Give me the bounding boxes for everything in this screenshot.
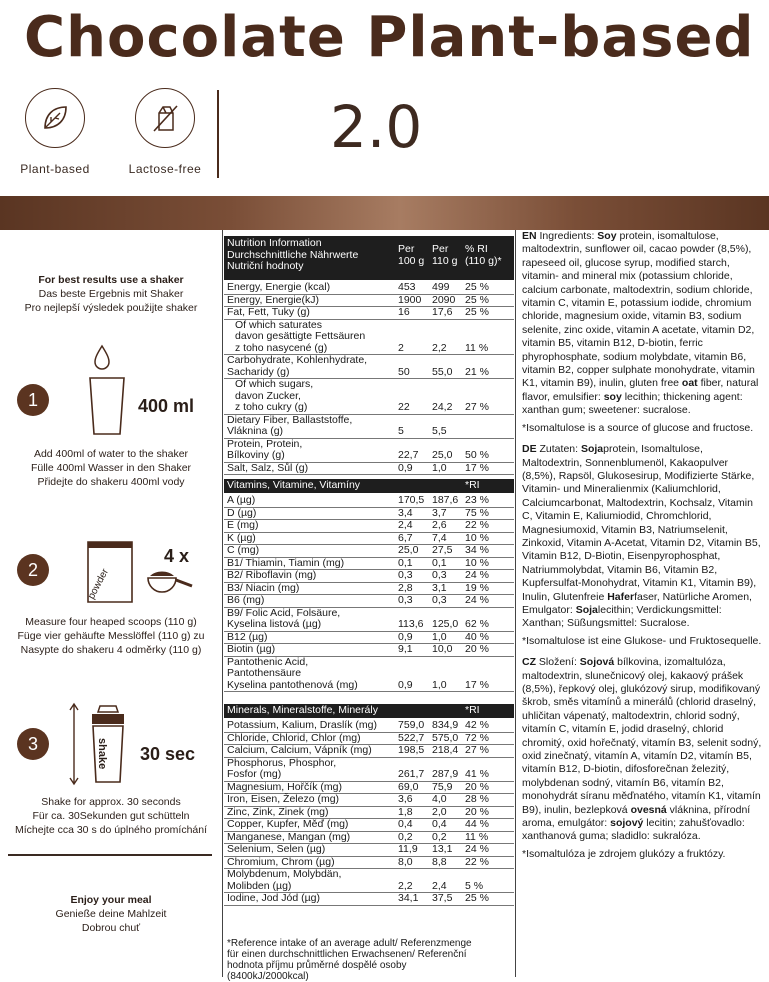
nutrition-row xyxy=(224,832,514,844)
ingredient-text: lecithin; thickening agent: xanthan gum; sweetener: sucralose. xyxy=(522,390,743,417)
value-per-110g: 7,4 xyxy=(432,531,447,544)
reference-intake: 27 % xyxy=(465,744,489,756)
value-per-100g: 16 xyxy=(398,306,410,318)
value-per-100g: 453 xyxy=(398,281,416,293)
step-1-number: 1 xyxy=(17,384,49,416)
reference-intake: 23 % xyxy=(465,494,489,506)
value-per-110g: 13,1 xyxy=(432,843,453,855)
value-per-100g: 522,7 xyxy=(398,731,425,744)
nutrition-row xyxy=(224,295,514,307)
nutrient-name: Potassium, Kalium, Draslík (mg) xyxy=(227,719,377,731)
footnote-line: (8400kJ/2000kcal) xyxy=(227,971,309,982)
ingredients-panel xyxy=(522,230,762,865)
reference-intake: 10 % xyxy=(465,556,489,569)
header-label-en: Nutrition Information xyxy=(227,237,322,249)
reference-intake: 11 % xyxy=(465,341,489,354)
ingredient-text: lecitin; zahušťovadlo: xanthanová guma; sladidlo: sukralóza. xyxy=(522,817,745,843)
reference-intake: 20 % xyxy=(465,643,489,655)
nutrition-row xyxy=(224,782,514,794)
reference-intake: 42 % xyxy=(465,719,489,731)
value-per-110g: 0,2 xyxy=(432,830,447,843)
nutrition-row xyxy=(224,545,514,557)
value-per-100g: 0,3 xyxy=(398,569,413,581)
allergen-text: Sojová xyxy=(579,656,615,669)
row-divider xyxy=(224,905,514,906)
value-per-110g: 2,4 xyxy=(432,879,447,892)
header-110g: 110 g xyxy=(432,254,458,267)
reference-intake: 17 % xyxy=(465,678,489,691)
ingredient-text: Složení: xyxy=(536,656,580,669)
value-per-110g: 10,0 xyxy=(432,643,453,655)
reference-intake: 75 % xyxy=(465,506,489,519)
reference-intake: 17 % xyxy=(465,461,489,474)
nutrition-row xyxy=(224,657,514,692)
value-per-110g: 37,5 xyxy=(432,892,453,904)
reference-intake: 25 % xyxy=(465,892,489,904)
reference-intake: 41 % xyxy=(465,768,489,780)
ingredients-cz xyxy=(522,656,762,844)
milk-carton-crossed-icon xyxy=(135,88,195,148)
value-per-100g: 22 xyxy=(398,401,410,413)
shaker-tip-de: Das beste Ergebnis mit Shaker xyxy=(38,288,184,300)
step-2-de: Füge vier gehäufte Messlöffel (110 g) zu xyxy=(17,630,205,642)
ingredient-text: protein, Isomaltulose, Maltodextrin, Sonnenblumenöl, Kakaopulver (8,5%), Rapsöl, Glukosesirup, Modifizierte Stärke, Vitamin- und Mineralienmix (Kaliumchlorid, Calciumcarbonat, Maltodextrin, Kochsalz, Vitamin C, Vitamin E, Kaliumiodid, Chromchlorid, Magnesiumoxid, Vitamin B3, Natriumselenit, Zinkoxid, Vitamin A-Acetat, Vitamin D2, Vitamin B5, Vitamin B12, D-Biotin, Eisenpyrophosphat, Natriummolybdat, Vitamin B6, Vitamin B2, Kupfersulfat-Monohydrat, Vitamin K1, Vitamin B9), Inulin, Glutenfreie xyxy=(522,443,761,603)
value-per-110g: 0,4 xyxy=(432,818,447,830)
product-title: Chocolate Plant-based xyxy=(24,5,755,70)
value-per-110g: 0,1 xyxy=(432,556,447,569)
reference-intake: 25 % xyxy=(465,293,489,306)
nutrition-row xyxy=(224,508,514,520)
value-per-110g: 187,6 xyxy=(432,494,459,506)
nutrition-row xyxy=(224,857,514,869)
nutrient-name: Zinc, Zink, Zinek (mg) xyxy=(227,805,329,818)
reference-intake: 25 % xyxy=(465,306,489,318)
ingredient-text: vláknina, přírodní aroma, emulgátor: xyxy=(522,803,751,830)
nutrition-row xyxy=(224,819,514,831)
value-per-110g: 125,0 xyxy=(432,618,459,630)
value-per-110g: 8,8 xyxy=(432,855,447,868)
value-per-100g: 69,0 xyxy=(398,780,419,793)
value-per-100g: 3,4 xyxy=(398,506,413,519)
nutrient-name: A (µg) xyxy=(227,494,256,506)
reference-intake: 10 % xyxy=(465,531,489,544)
ingredients-de xyxy=(522,443,762,631)
nutrition-row xyxy=(224,520,514,532)
value-per-110g: 4,0 xyxy=(432,793,447,805)
value-per-110g: 17,6 xyxy=(432,306,453,318)
allergen-text: Hafer xyxy=(607,590,635,603)
nutrition-row xyxy=(224,463,514,475)
value-per-110g: 2,2 xyxy=(432,341,447,354)
nutrient-name: Fat, Fett, Tuky (g) xyxy=(227,306,310,318)
minerals-header xyxy=(224,704,514,718)
allergen-text: sojový xyxy=(610,817,644,830)
scoop-icon xyxy=(144,566,194,596)
reference-intake: 22 % xyxy=(465,519,489,531)
allergen-text: EN xyxy=(522,230,537,242)
header-label-de: Durchschnittliche Nährwerte xyxy=(227,248,359,261)
ingredient-text: protein, isomaltulose, maltodextrin, sunflower oil, cacao powder (8,5%), rapeseed oil, glucose syrup, modified starch, vitamin- and mineral mix (potassium chloride, calcium carbonate, maltodextrin, sodium chloride, vitamin C, vitamin E, potassium iodide, chromium chloride, magnesium oxide, vitamin B3, sodium selenite, zinc oxide, vitamin A acetate, vitamin D2, vitamin B5, vitamin B12, D-biotin, ferric phyrophosphate, sodium molybdate, vitamin B6, vitamin B2, copper sulphate monohydrate, vitamin K1, vitamin B9), inulin, gluten free xyxy=(522,230,755,390)
value-per-100g: 50 xyxy=(398,365,410,378)
nutrient-name: Iron, Eisen, Železo (mg) xyxy=(227,793,340,805)
value-per-100g: 2,8 xyxy=(398,581,413,594)
header-label-cz: Nutriční hodnoty xyxy=(227,260,304,272)
nutrition-row xyxy=(224,893,514,905)
column-divider-right xyxy=(515,230,516,977)
value-per-110g: 834,9 xyxy=(432,719,459,731)
reference-intake: 44 % xyxy=(465,818,489,830)
value-per-110g: 2,0 xyxy=(432,805,447,818)
nutrition-row xyxy=(224,745,514,757)
ingredient-text: Ingredients: xyxy=(536,230,598,242)
value-per-100g: 0,2 xyxy=(398,830,413,843)
ingredients-cz-note: *Isomaltulóza je zdrojem glukózy a fruktózy. xyxy=(522,847,726,860)
value-per-110g: 27,5 xyxy=(432,544,453,556)
step-2-scoops: 4 x xyxy=(164,546,190,566)
value-per-100g: 2,4 xyxy=(398,519,413,531)
value-per-100g: 2 xyxy=(398,341,404,354)
value-per-110g: 287,9 xyxy=(432,768,459,780)
vitamins-header xyxy=(224,479,514,493)
reference-intake: 25 % xyxy=(465,281,489,293)
value-per-100g: 261,7 xyxy=(398,768,425,780)
nutrition-row xyxy=(224,583,514,595)
nutrition-row xyxy=(224,632,514,644)
reference-intake: 24 % xyxy=(465,569,489,581)
value-per-110g: 24,2 xyxy=(432,401,453,413)
nutrition-row xyxy=(224,439,514,462)
vitamins-ri: *RI xyxy=(465,479,480,491)
allergen-text: soy xyxy=(603,390,622,403)
nutrient-name: Manganese, Mangan (mg) xyxy=(227,830,351,843)
nutrient-name: Energy, Energie(kJ) xyxy=(227,293,320,306)
nutrition-table xyxy=(224,230,514,982)
nutrient-name: Selenium, Selen (µg) xyxy=(227,843,326,855)
lactose-free-badge xyxy=(110,88,220,176)
value-per-110g: 218,4 xyxy=(432,744,459,756)
nutrient-name: Pantothenic Acid, Pantothensäure Kyselina pantothenová (mg) xyxy=(227,655,358,691)
nutrition-row xyxy=(224,495,514,507)
nutrition-row xyxy=(224,307,514,319)
step-1-cz: Přidejte do shakeru 400ml vody xyxy=(37,476,185,488)
leaf-icon xyxy=(25,88,85,148)
nutrient-name: B1/ Thiamin, Tiamin (mg) xyxy=(227,556,345,569)
value-per-100g: 0,9 xyxy=(398,678,413,691)
step-1-en: Add 400ml of water to the shaker xyxy=(33,448,189,460)
minerals-title: Minerals, Mineralstoffe, Minerály xyxy=(227,704,378,716)
allergen-text: Soy xyxy=(597,230,617,242)
step-3-time: 30 sec xyxy=(140,744,196,764)
nutrient-name: B3/ Niacin (mg) xyxy=(227,581,300,594)
enjoy-cz: Dobrou chuť xyxy=(81,922,141,934)
header-100g: 100 g xyxy=(398,254,425,267)
value-per-100g: 9,1 xyxy=(398,643,413,655)
step-3-number: 3 xyxy=(17,728,49,760)
nutrition-row xyxy=(224,733,514,745)
step-2-number: 2 xyxy=(17,554,49,586)
ingredients-de-note: *Isomaltulose ist eine Glukose- und Fruktosequelle. xyxy=(522,634,762,647)
ingredient-text: fiber, natural flavor, emulsifier: xyxy=(522,377,759,403)
reference-intake: 20 % xyxy=(465,780,489,793)
nutrient-name: E (mg) xyxy=(227,519,259,531)
step-2-en: Measure four heaped scoops (110 g) xyxy=(25,616,197,628)
shaker-tip-en: For best results use a shaker xyxy=(38,274,184,286)
value-per-100g: 0,4 xyxy=(398,818,413,830)
step-2-cz: Nasypte do shakeru 4 odměrky (110 g) xyxy=(20,644,202,656)
reference-intake: 40 % xyxy=(465,630,489,643)
enjoy-en: Enjoy your meal xyxy=(70,894,152,906)
reference-intake: 27 % xyxy=(465,401,489,413)
reference-intake: 11 % xyxy=(465,830,489,843)
value-per-100g: 759,0 xyxy=(398,719,425,731)
plant-based-label: Plant-based xyxy=(20,162,90,176)
allergen-text: DE xyxy=(522,443,537,456)
nutrient-name: Chloride, Chlorid, Chlor (mg) xyxy=(227,731,361,744)
enjoy-de: Genieße deine Mahlzeit xyxy=(55,908,167,920)
ingredients-en-note: *Isomaltulose is a source of glucose and fructose. xyxy=(522,421,754,434)
nutrition-row xyxy=(224,644,514,656)
minerals-ri: *RI xyxy=(465,704,480,716)
shaker-tip-cz: Pro nejlepší výsledek použijte shaker xyxy=(24,302,198,314)
step-1-volume: 400 ml xyxy=(138,396,195,416)
value-per-100g: 0,1 xyxy=(398,556,413,569)
value-per-100g: 0,9 xyxy=(398,461,413,474)
column-divider-left xyxy=(222,230,223,977)
nutrition-header xyxy=(224,236,514,280)
header-ri: % RI xyxy=(465,243,488,255)
nutrient-name: Of which saturates davon gesättigte Fettsäuren z toho nasycené (g) xyxy=(235,318,366,354)
reference-intake: 50 % xyxy=(465,449,489,461)
reference-intake: 24 % xyxy=(465,843,489,855)
reference-intake: 20 % xyxy=(465,805,489,818)
allergen-text: CZ xyxy=(522,656,536,669)
value-per-100g: 8,0 xyxy=(398,855,413,868)
vitamins-title: Vitamins, Vitamine, Vitamíny xyxy=(227,479,361,491)
ingredient-text: Zutaten: xyxy=(536,443,581,456)
nutrition-row xyxy=(224,570,514,582)
reference-intake: 5 % xyxy=(465,879,484,892)
value-per-110g: 1,0 xyxy=(432,461,447,474)
lactose-free-label: Lactose-free xyxy=(128,162,202,176)
ingredient-text: faser, Natürliche Aromen, Emulgator: xyxy=(522,590,752,616)
ingredient-text: bílkovina, izomaltulóza, maltodextrin, slunečnicový olej, kakaový prášek (8,5%), řepkový olej, glukózový sirup, modifikovaný škrob, směs vitamínů a minerálů (chlorid draselný, uhličitan vápenatý, maltodextrin, chlorid sodný, vitamín C, vitamín E, jodid draselný, chlorid chromitý, oxid hořečnatý, vitamín B3, selenit sodný, oxid zinečnatý, vitamín A, vitamín D2, vitamín B5, vitamín B12, D-biotin, difosforečnan železitý, molybdenan sodný, vitamín B6, vitamín B2, monohydrát síranu měďnatého, vitamín K1, vitamín B9), inulin, bezlepková xyxy=(522,656,762,816)
value-per-100g: 11,9 xyxy=(398,843,418,855)
nutrient-name: Of which sugars, davon Zucker, z toho cukry (g) xyxy=(235,378,314,413)
row-divider xyxy=(224,474,514,475)
value-per-100g: 3,6 xyxy=(398,793,413,805)
header-ri-110g: (110 g)* xyxy=(465,254,502,267)
value-per-100g: 0,9 xyxy=(398,630,413,643)
reference-footnote xyxy=(227,938,513,982)
powder-label: powder xyxy=(86,567,112,602)
value-per-100g: 113,6 xyxy=(398,618,424,630)
nutrient-name: Copper, Kupfer, Měď (mg) xyxy=(227,818,349,830)
nutrient-name: B6 (mg) xyxy=(227,594,265,606)
allergen-text: ovesná xyxy=(630,803,667,816)
nutrition-row xyxy=(224,794,514,806)
value-per-100g: 170,5 xyxy=(398,494,425,506)
nutrient-name: Molybdenum, Molybdän, Molibden (µg) xyxy=(227,868,342,892)
nutrition-row xyxy=(224,282,514,294)
footnote-line: hodnota příjmu průměrné dospělé osoby xyxy=(227,960,407,971)
value-per-110g: 499 xyxy=(432,281,450,293)
nutrition-row xyxy=(224,807,514,819)
nutrition-row xyxy=(224,558,514,570)
nutrition-row xyxy=(224,758,514,781)
reference-intake: 72 % xyxy=(465,731,489,744)
header-per: Per xyxy=(432,243,449,255)
reference-intake: 22 % xyxy=(465,855,489,868)
value-per-100g: 1900 xyxy=(398,293,422,306)
plant-based-badge xyxy=(0,88,110,176)
value-per-110g: 75,9 xyxy=(432,780,453,793)
nutrient-name: Biotin (µg) xyxy=(227,643,276,655)
nutrient-name: K (µg) xyxy=(227,531,256,544)
nutrient-name: Phosphorus, Phosphor, Fosfor (mg) xyxy=(227,756,337,780)
value-per-100g: 5 xyxy=(398,425,404,437)
reference-intake: 62 % xyxy=(465,618,489,630)
reference-intake: 28 % xyxy=(465,793,489,805)
nutrient-name: Protein, Protein, Bílkoviny (g) xyxy=(227,437,303,461)
value-per-100g: 0,3 xyxy=(398,594,413,606)
value-per-110g: 1,0 xyxy=(432,630,447,643)
nutrient-name: B9/ Folic Acid, Folsäure, Kyselina listová (µg) xyxy=(227,606,341,630)
value-per-110g: 2090 xyxy=(432,293,456,306)
preparation-divider xyxy=(8,854,212,856)
value-per-100g: 6,7 xyxy=(398,531,413,544)
shake-label: shake xyxy=(96,738,108,770)
nutrition-row xyxy=(224,415,514,438)
nutrition-row xyxy=(224,355,514,378)
allergen-text: Soja xyxy=(575,603,598,616)
value-per-110g: 2,6 xyxy=(432,519,447,531)
footnote-line: *Reference intake of an average adult/ Referenzmenge xyxy=(227,938,472,949)
reference-intake: 34 % xyxy=(465,544,489,556)
reference-intake: 24 % xyxy=(465,594,489,606)
value-per-110g: 1,0 xyxy=(432,678,447,691)
value-per-110g: 25,0 xyxy=(432,449,453,461)
value-per-100g: 34,1 xyxy=(398,892,419,904)
reference-intake: 21 % xyxy=(465,365,489,378)
step-3-cz: Míchejte cca 30 s do úplného promíchání xyxy=(14,824,208,836)
header-per: Per xyxy=(398,243,415,255)
allergen-text: Soja xyxy=(580,443,604,456)
nutrient-name: B12 (µg) xyxy=(227,630,268,643)
nutrition-row xyxy=(224,608,514,631)
nutrition-row xyxy=(224,595,514,607)
nutrient-name: Magnesium, Hořčík (mg) xyxy=(227,780,342,793)
nutrition-row xyxy=(224,379,514,414)
preparation-panel xyxy=(0,230,222,977)
value-per-100g: 2,2 xyxy=(398,879,413,892)
value-per-110g: 0,3 xyxy=(432,569,447,581)
nutrient-name: Iodine, Jod Jód (µg) xyxy=(227,892,321,904)
reference-intake: 19 % xyxy=(465,581,489,594)
nutrient-name: Dietary Fiber, Ballaststoffe, Vláknina (g) xyxy=(227,413,353,437)
nutrient-name: B2/ Riboflavin (mg) xyxy=(227,569,317,581)
value-per-110g: 3,7 xyxy=(432,506,447,519)
water-cup-icon xyxy=(82,340,132,440)
footnote-line: für einen durchschnittlichen Erwachsenen/ Referenční xyxy=(227,949,467,960)
step-3-en: Shake for approx. 30 seconds xyxy=(41,796,181,808)
nutrition-row xyxy=(224,844,514,856)
nutrition-row xyxy=(224,720,514,732)
nutrient-name: Energy, Energie (kcal) xyxy=(227,281,331,293)
step-1-de: Fülle 400ml Wasser in den Shaker xyxy=(30,462,192,474)
nutrition-row xyxy=(224,533,514,545)
product-version: 2.0 xyxy=(330,93,423,161)
value-per-110g: 3,1 xyxy=(432,581,447,594)
value-per-100g: 22,7 xyxy=(398,449,419,461)
value-per-110g: 0,3 xyxy=(432,594,447,606)
nutrient-name: Chromium, Chrom (µg) xyxy=(227,855,335,868)
value-per-110g: 575,0 xyxy=(432,731,459,744)
nutrient-name: Calcium, Calcium, Vápník (mg) xyxy=(227,744,372,756)
header-divider xyxy=(217,90,219,178)
ingredient-text: lecithin; Verdickungsmittel: Xanthan; Süßungsmittel: Sucralose. xyxy=(522,603,722,630)
chocolate-band xyxy=(0,196,769,230)
value-per-100g: 1,8 xyxy=(398,805,413,818)
row-divider xyxy=(224,691,514,692)
nutrient-name: Carbohydrate, Kohlenhydrate, Sacharidy (g) xyxy=(227,354,368,378)
ingredients-en xyxy=(522,230,762,418)
nutrition-row xyxy=(224,320,514,355)
allergen-text: oat xyxy=(681,377,698,390)
value-per-100g: 25,0 xyxy=(398,544,419,556)
value-per-110g: 5,5 xyxy=(432,425,447,437)
value-per-110g: 55,0 xyxy=(432,365,453,378)
nutrition-row xyxy=(224,869,514,892)
nutrient-name: Salt, Salz, Sůl (g) xyxy=(227,461,309,474)
nutrient-name: C (mg) xyxy=(227,544,260,556)
step-3-de: Für ca. 30Sekunden gut schütteln xyxy=(32,810,190,822)
nutrient-name: D (µg) xyxy=(227,506,257,519)
value-per-100g: 198,5 xyxy=(398,744,425,756)
